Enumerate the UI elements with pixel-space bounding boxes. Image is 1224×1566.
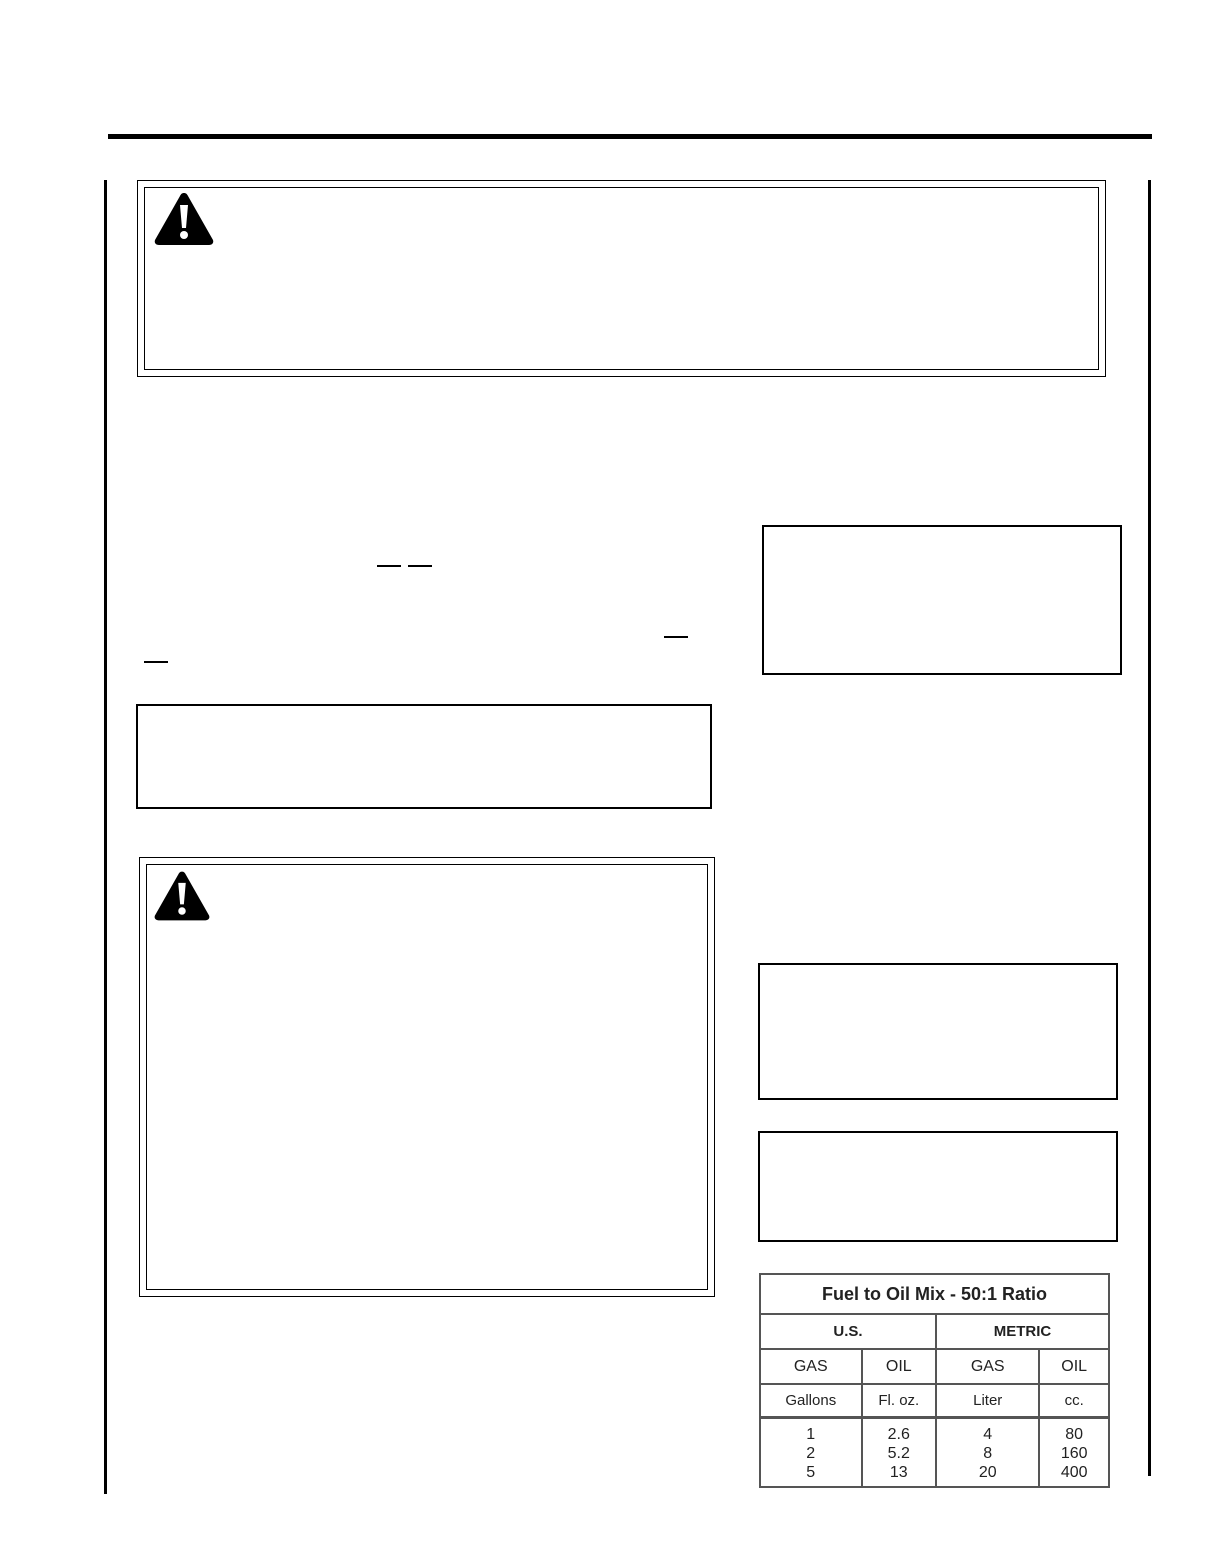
table-cell: 13 — [889, 1464, 908, 1481]
table-title: Fuel to Oil Mix - 50:1 Ratio — [760, 1274, 1109, 1314]
group-us: U.S. — [760, 1314, 936, 1349]
left-margin-bar — [104, 180, 107, 1494]
bottom-warning-box-inner — [146, 864, 708, 1290]
table-cell: 5.2 — [887, 1445, 910, 1462]
column-header: GAS — [936, 1349, 1039, 1384]
data-column-metric-oil — [1039, 1418, 1109, 1488]
group-metric: METRIC — [936, 1314, 1109, 1349]
column-header: GAS — [760, 1349, 862, 1384]
data-column-metric-gas — [936, 1418, 1039, 1488]
data-column-us-gas — [760, 1418, 862, 1488]
table-cell: 8 — [983, 1445, 993, 1462]
underline-mark — [664, 636, 688, 638]
underline-mark — [408, 565, 432, 567]
unit-label: Gallons — [760, 1384, 862, 1418]
warning-triangle-icon — [153, 191, 215, 247]
top-warning-box — [137, 180, 1106, 377]
table-cell: 5 — [806, 1464, 816, 1481]
table-cell: 80 — [1065, 1426, 1084, 1443]
note-box — [758, 1131, 1118, 1242]
note-box — [758, 963, 1118, 1100]
table-cell: 1 — [806, 1426, 816, 1443]
note-box — [762, 525, 1122, 675]
column-header: OIL — [862, 1349, 937, 1384]
unit-label: Fl. oz. — [862, 1384, 937, 1418]
column-header: OIL — [1039, 1349, 1109, 1384]
table-cell: 2 — [806, 1445, 816, 1462]
data-column-us-oil — [862, 1418, 937, 1488]
table-cell: 400 — [1060, 1464, 1088, 1481]
table-cell: 2.6 — [887, 1426, 910, 1443]
unit-label: cc. — [1039, 1384, 1109, 1418]
unit-label: Liter — [936, 1384, 1039, 1418]
right-margin-bar — [1148, 180, 1151, 1476]
fuel-mix-table — [759, 1273, 1110, 1488]
warning-triangle-icon — [153, 869, 211, 923]
bottom-warning-box — [139, 857, 715, 1297]
note-box — [136, 704, 712, 809]
header-rule — [108, 134, 1152, 139]
table-cell: 160 — [1060, 1445, 1088, 1462]
top-warning-box-inner — [144, 187, 1099, 370]
underline-mark — [377, 565, 401, 567]
table-cell: 20 — [978, 1464, 997, 1481]
underline-mark — [144, 661, 168, 663]
table-cell: 4 — [983, 1426, 993, 1443]
